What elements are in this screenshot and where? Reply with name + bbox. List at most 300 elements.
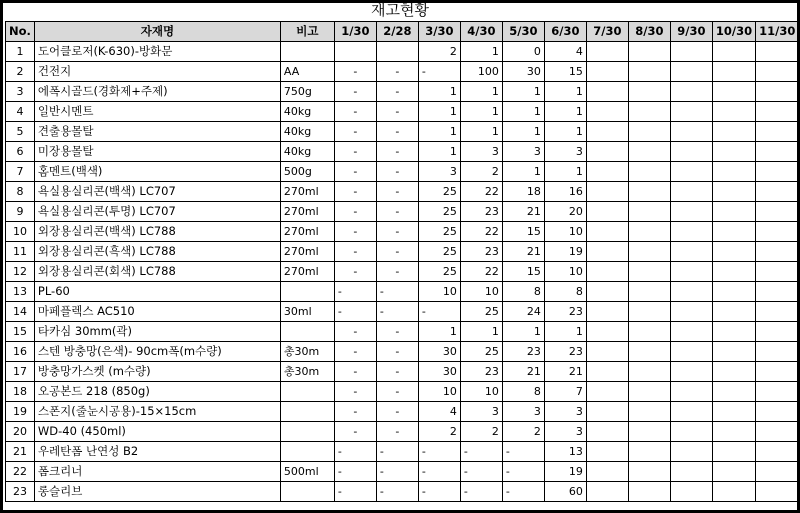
cell-empty[interactable]: [628, 222, 670, 242]
cell-no[interactable]: 8: [6, 182, 35, 202]
cell-stock[interactable]: 1: [460, 82, 502, 102]
cell-material-name[interactable]: 폼크리너: [34, 462, 280, 482]
cell-empty[interactable]: [756, 82, 799, 102]
cell-stock[interactable]: -: [376, 382, 418, 402]
cell-stock[interactable]: -: [334, 442, 376, 462]
cell-empty[interactable]: [586, 262, 628, 282]
cell-empty[interactable]: [586, 162, 628, 182]
cell-empty[interactable]: [756, 302, 799, 322]
cell-stock[interactable]: -: [376, 322, 418, 342]
cell-empty[interactable]: [670, 442, 712, 462]
cell-stock[interactable]: 1: [418, 82, 460, 102]
cell-empty[interactable]: [712, 462, 755, 482]
cell-empty[interactable]: [712, 322, 755, 342]
cell-stock[interactable]: 21: [502, 362, 544, 382]
cell-material-name[interactable]: 건전지: [34, 62, 280, 82]
header-material-name[interactable]: 자재명: [34, 22, 280, 42]
cell-empty[interactable]: [628, 322, 670, 342]
cell-stock[interactable]: -: [376, 62, 418, 82]
cell-material-name[interactable]: 견출용몰탈: [34, 122, 280, 142]
cell-stock[interactable]: 19: [544, 462, 586, 482]
cell-stock[interactable]: 1: [418, 102, 460, 122]
cell-empty[interactable]: [586, 402, 628, 422]
cell-stock[interactable]: -: [376, 442, 418, 462]
header-month[interactable]: 2/28: [376, 22, 418, 42]
cell-stock[interactable]: 25: [418, 182, 460, 202]
cell-empty[interactable]: [712, 302, 755, 322]
cell-stock[interactable]: 1: [460, 102, 502, 122]
cell-empty[interactable]: [712, 242, 755, 262]
cell-stock[interactable]: 25: [418, 202, 460, 222]
cell-empty[interactable]: [670, 42, 712, 62]
cell-stock[interactable]: 23: [502, 342, 544, 362]
cell-note[interactable]: 270ml: [280, 222, 334, 242]
cell-no[interactable]: 3: [6, 82, 35, 102]
cell-stock[interactable]: -: [334, 182, 376, 202]
cell-note[interactable]: 40kg: [280, 122, 334, 142]
cell-empty[interactable]: [756, 402, 799, 422]
cell-stock[interactable]: 10: [544, 222, 586, 242]
cell-empty[interactable]: [586, 342, 628, 362]
cell-stock[interactable]: -: [376, 482, 418, 502]
cell-stock[interactable]: 30: [418, 362, 460, 382]
cell-empty[interactable]: [670, 362, 712, 382]
cell-stock[interactable]: -: [376, 422, 418, 442]
cell-stock[interactable]: 1: [418, 142, 460, 162]
cell-note[interactable]: 총30m: [280, 342, 334, 362]
cell-empty[interactable]: [712, 362, 755, 382]
cell-note[interactable]: 270ml: [280, 182, 334, 202]
cell-empty[interactable]: [756, 62, 799, 82]
cell-empty[interactable]: [712, 182, 755, 202]
cell-empty[interactable]: [670, 302, 712, 322]
cell-stock[interactable]: 23: [544, 342, 586, 362]
cell-stock[interactable]: 1: [502, 322, 544, 342]
cell-material-name[interactable]: 홈멘트(백색): [34, 162, 280, 182]
cell-empty[interactable]: [670, 242, 712, 262]
cell-note[interactable]: [280, 482, 334, 502]
cell-stock[interactable]: 16: [544, 182, 586, 202]
cell-note[interactable]: 270ml: [280, 242, 334, 262]
cell-stock[interactable]: -: [376, 342, 418, 362]
cell-stock[interactable]: -: [418, 482, 460, 502]
cell-stock[interactable]: 13: [544, 442, 586, 462]
cell-stock[interactable]: -: [460, 462, 502, 482]
cell-no[interactable]: 1: [6, 42, 35, 62]
cell-material-name[interactable]: 우레탄폼 난연성 B2: [34, 442, 280, 462]
cell-empty[interactable]: [586, 62, 628, 82]
cell-stock[interactable]: 23: [460, 242, 502, 262]
cell-stock[interactable]: 15: [502, 262, 544, 282]
cell-no[interactable]: 22: [6, 462, 35, 482]
cell-stock[interactable]: -: [334, 362, 376, 382]
cell-empty[interactable]: [712, 422, 755, 442]
cell-stock[interactable]: -: [376, 302, 418, 322]
cell-empty[interactable]: [670, 422, 712, 442]
cell-empty[interactable]: [628, 302, 670, 322]
cell-stock[interactable]: 4: [418, 402, 460, 422]
cell-stock[interactable]: 10: [418, 382, 460, 402]
cell-empty[interactable]: [670, 282, 712, 302]
cell-no[interactable]: 9: [6, 202, 35, 222]
cell-stock[interactable]: 10: [460, 382, 502, 402]
cell-stock[interactable]: 30: [418, 342, 460, 362]
cell-stock[interactable]: 22: [460, 222, 502, 242]
cell-stock[interactable]: 2: [418, 422, 460, 442]
cell-stock[interactable]: 1: [544, 102, 586, 122]
cell-no[interactable]: 5: [6, 122, 35, 142]
cell-empty[interactable]: [756, 282, 799, 302]
cell-stock[interactable]: 1: [460, 322, 502, 342]
header-month[interactable]: 1/30: [334, 22, 376, 42]
cell-empty[interactable]: [628, 122, 670, 142]
cell-stock[interactable]: -: [418, 462, 460, 482]
cell-stock[interactable]: [334, 42, 376, 62]
cell-empty[interactable]: [670, 162, 712, 182]
cell-empty[interactable]: [628, 282, 670, 302]
cell-no[interactable]: 11: [6, 242, 35, 262]
cell-no[interactable]: 20: [6, 422, 35, 442]
cell-stock[interactable]: 24: [502, 302, 544, 322]
cell-stock[interactable]: 25: [418, 242, 460, 262]
cell-stock[interactable]: 23: [544, 302, 586, 322]
cell-no[interactable]: 2: [6, 62, 35, 82]
cell-empty[interactable]: [712, 442, 755, 462]
cell-stock[interactable]: -: [376, 122, 418, 142]
cell-empty[interactable]: [628, 242, 670, 262]
cell-empty[interactable]: [712, 262, 755, 282]
cell-empty[interactable]: [586, 362, 628, 382]
cell-stock[interactable]: 10: [544, 262, 586, 282]
cell-stock[interactable]: 22: [460, 262, 502, 282]
cell-empty[interactable]: [628, 442, 670, 462]
cell-stock[interactable]: 3: [544, 422, 586, 442]
cell-material-name[interactable]: 외장용실리콘(백색) LC788: [34, 222, 280, 242]
cell-stock[interactable]: 21: [544, 362, 586, 382]
cell-empty[interactable]: [628, 462, 670, 482]
cell-note[interactable]: AA: [280, 62, 334, 82]
cell-stock[interactable]: -: [334, 62, 376, 82]
cell-stock[interactable]: 60: [544, 482, 586, 502]
cell-stock[interactable]: 2: [418, 42, 460, 62]
cell-material-name[interactable]: 오공본드 218 (850g): [34, 382, 280, 402]
cell-empty[interactable]: [756, 202, 799, 222]
cell-stock[interactable]: -: [460, 482, 502, 502]
cell-empty[interactable]: [756, 162, 799, 182]
cell-stock[interactable]: -: [376, 402, 418, 422]
cell-empty[interactable]: [628, 162, 670, 182]
cell-stock[interactable]: -: [502, 442, 544, 462]
cell-empty[interactable]: [756, 482, 799, 502]
header-month[interactable]: 3/30: [418, 22, 460, 42]
cell-empty[interactable]: [670, 382, 712, 402]
cell-stock[interactable]: -: [418, 442, 460, 462]
cell-stock[interactable]: -: [502, 482, 544, 502]
cell-stock[interactable]: -: [376, 162, 418, 182]
cell-stock[interactable]: 19: [544, 242, 586, 262]
cell-empty[interactable]: [670, 102, 712, 122]
cell-empty[interactable]: [670, 262, 712, 282]
cell-stock[interactable]: 1: [460, 122, 502, 142]
cell-no[interactable]: 23: [6, 482, 35, 502]
cell-stock[interactable]: 2: [460, 162, 502, 182]
cell-empty[interactable]: [712, 122, 755, 142]
cell-stock[interactable]: -: [334, 242, 376, 262]
cell-empty[interactable]: [628, 62, 670, 82]
cell-empty[interactable]: [670, 222, 712, 242]
header-no[interactable]: No.: [6, 22, 35, 42]
cell-empty[interactable]: [628, 82, 670, 102]
cell-empty[interactable]: [756, 462, 799, 482]
cell-stock[interactable]: 3: [418, 162, 460, 182]
cell-empty[interactable]: [670, 182, 712, 202]
cell-note[interactable]: [280, 42, 334, 62]
header-month[interactable]: 5/30: [502, 22, 544, 42]
cell-no[interactable]: 6: [6, 142, 35, 162]
cell-stock[interactable]: 8: [544, 282, 586, 302]
cell-stock[interactable]: -: [334, 342, 376, 362]
cell-stock[interactable]: [376, 42, 418, 62]
cell-stock[interactable]: 25: [418, 222, 460, 242]
cell-empty[interactable]: [586, 182, 628, 202]
cell-empty[interactable]: [586, 282, 628, 302]
cell-stock[interactable]: 23: [460, 202, 502, 222]
cell-empty[interactable]: [756, 262, 799, 282]
cell-empty[interactable]: [628, 342, 670, 362]
cell-note[interactable]: 40kg: [280, 142, 334, 162]
cell-note[interactable]: 500g: [280, 162, 334, 182]
cell-material-name[interactable]: 에폭시골드(경화제+주제): [34, 82, 280, 102]
cell-stock[interactable]: -: [334, 482, 376, 502]
cell-stock[interactable]: -: [334, 82, 376, 102]
cell-stock[interactable]: 1: [502, 122, 544, 142]
cell-empty[interactable]: [586, 222, 628, 242]
cell-stock[interactable]: -: [418, 62, 460, 82]
cell-empty[interactable]: [586, 382, 628, 402]
cell-stock[interactable]: -: [334, 402, 376, 422]
cell-stock[interactable]: -: [334, 322, 376, 342]
cell-stock[interactable]: 21: [502, 202, 544, 222]
cell-stock[interactable]: -: [418, 302, 460, 322]
header-month[interactable]: 7/30: [586, 22, 628, 42]
cell-stock[interactable]: 1: [460, 42, 502, 62]
cell-stock[interactable]: -: [376, 242, 418, 262]
cell-empty[interactable]: [628, 102, 670, 122]
cell-empty[interactable]: [628, 202, 670, 222]
cell-empty[interactable]: [756, 382, 799, 402]
cell-stock[interactable]: 1: [502, 82, 544, 102]
cell-material-name[interactable]: 스폰지(줄눈시공용)-15×15cm: [34, 402, 280, 422]
cell-note[interactable]: 750g: [280, 82, 334, 102]
cell-empty[interactable]: [756, 142, 799, 162]
cell-stock[interactable]: 3: [460, 142, 502, 162]
cell-stock[interactable]: 25: [418, 262, 460, 282]
cell-stock[interactable]: 1: [544, 162, 586, 182]
cell-stock[interactable]: 3: [544, 402, 586, 422]
header-month[interactable]: 4/30: [460, 22, 502, 42]
cell-empty[interactable]: [712, 42, 755, 62]
cell-note[interactable]: 총30m: [280, 362, 334, 382]
cell-material-name[interactable]: 외장용실리콘(흑색) LC788: [34, 242, 280, 262]
cell-stock[interactable]: -: [376, 102, 418, 122]
cell-empty[interactable]: [712, 162, 755, 182]
cell-stock[interactable]: -: [334, 302, 376, 322]
cell-stock[interactable]: -: [376, 222, 418, 242]
cell-stock[interactable]: 10: [418, 282, 460, 302]
cell-stock[interactable]: 3: [460, 402, 502, 422]
cell-stock[interactable]: -: [334, 162, 376, 182]
cell-stock[interactable]: -: [376, 82, 418, 102]
cell-stock[interactable]: -: [376, 182, 418, 202]
cell-empty[interactable]: [712, 482, 755, 502]
cell-note[interactable]: 40kg: [280, 102, 334, 122]
cell-empty[interactable]: [628, 42, 670, 62]
cell-material-name[interactable]: 욕실용실리콘(백색) LC707: [34, 182, 280, 202]
cell-stock[interactable]: 22: [460, 182, 502, 202]
cell-material-name[interactable]: PL-60: [34, 282, 280, 302]
cell-empty[interactable]: [670, 202, 712, 222]
cell-no[interactable]: 17: [6, 362, 35, 382]
cell-stock[interactable]: 1: [544, 82, 586, 102]
cell-empty[interactable]: [586, 462, 628, 482]
cell-empty[interactable]: [712, 282, 755, 302]
cell-empty[interactable]: [586, 42, 628, 62]
cell-empty[interactable]: [628, 422, 670, 442]
cell-stock[interactable]: -: [334, 122, 376, 142]
cell-empty[interactable]: [756, 442, 799, 462]
cell-stock[interactable]: -: [334, 422, 376, 442]
cell-stock[interactable]: 1: [418, 122, 460, 142]
cell-empty[interactable]: [670, 462, 712, 482]
cell-note[interactable]: [280, 422, 334, 442]
cell-empty[interactable]: [712, 142, 755, 162]
cell-empty[interactable]: [628, 182, 670, 202]
cell-note[interactable]: 30ml: [280, 302, 334, 322]
cell-stock[interactable]: -: [376, 202, 418, 222]
cell-no[interactable]: 13: [6, 282, 35, 302]
cell-stock[interactable]: 100: [460, 62, 502, 82]
cell-material-name[interactable]: 일반시멘트: [34, 102, 280, 122]
cell-stock[interactable]: 0: [502, 42, 544, 62]
cell-empty[interactable]: [628, 362, 670, 382]
header-month[interactable]: 8/30: [628, 22, 670, 42]
cell-material-name[interactable]: 도어클로저(K-630)-방화문: [34, 42, 280, 62]
cell-empty[interactable]: [712, 402, 755, 422]
cell-note[interactable]: [280, 442, 334, 462]
cell-empty[interactable]: [756, 122, 799, 142]
cell-no[interactable]: 19: [6, 402, 35, 422]
cell-note[interactable]: [280, 282, 334, 302]
cell-stock[interactable]: 30: [502, 62, 544, 82]
cell-material-name[interactable]: 마페플렉스 AC510: [34, 302, 280, 322]
cell-no[interactable]: 21: [6, 442, 35, 462]
header-month[interactable]: 6/30: [544, 22, 586, 42]
cell-stock[interactable]: -: [376, 462, 418, 482]
cell-stock[interactable]: 3: [544, 142, 586, 162]
cell-empty[interactable]: [756, 362, 799, 382]
cell-stock[interactable]: 7: [544, 382, 586, 402]
cell-empty[interactable]: [586, 302, 628, 322]
cell-no[interactable]: 4: [6, 102, 35, 122]
header-month[interactable]: 9/30: [670, 22, 712, 42]
cell-empty[interactable]: [712, 382, 755, 402]
cell-stock[interactable]: 20: [544, 202, 586, 222]
cell-stock[interactable]: 1: [502, 102, 544, 122]
cell-no[interactable]: 18: [6, 382, 35, 402]
cell-empty[interactable]: [628, 482, 670, 502]
cell-stock[interactable]: -: [502, 462, 544, 482]
cell-material-name[interactable]: 롱슬리브: [34, 482, 280, 502]
cell-stock[interactable]: -: [376, 362, 418, 382]
cell-empty[interactable]: [756, 222, 799, 242]
cell-empty[interactable]: [586, 422, 628, 442]
cell-stock[interactable]: -: [334, 282, 376, 302]
cell-note[interactable]: 500ml: [280, 462, 334, 482]
cell-note[interactable]: [280, 382, 334, 402]
cell-stock[interactable]: 8: [502, 382, 544, 402]
cell-stock[interactable]: 4: [544, 42, 586, 62]
cell-empty[interactable]: [586, 102, 628, 122]
cell-empty[interactable]: [670, 122, 712, 142]
cell-stock[interactable]: 15: [502, 222, 544, 242]
cell-empty[interactable]: [670, 142, 712, 162]
cell-note[interactable]: [280, 322, 334, 342]
cell-empty[interactable]: [712, 222, 755, 242]
cell-stock[interactable]: 23: [460, 362, 502, 382]
cell-no[interactable]: 15: [6, 322, 35, 342]
cell-stock[interactable]: -: [334, 382, 376, 402]
cell-empty[interactable]: [670, 342, 712, 362]
header-month[interactable]: 11/30: [756, 22, 799, 42]
cell-no[interactable]: 7: [6, 162, 35, 182]
cell-empty[interactable]: [586, 142, 628, 162]
cell-empty[interactable]: [670, 62, 712, 82]
cell-stock[interactable]: 1: [418, 322, 460, 342]
cell-stock[interactable]: 2: [502, 422, 544, 442]
cell-stock[interactable]: 25: [460, 302, 502, 322]
cell-empty[interactable]: [756, 322, 799, 342]
cell-material-name[interactable]: 방충망가스켓 (m수량): [34, 362, 280, 382]
cell-empty[interactable]: [756, 102, 799, 122]
cell-empty[interactable]: [586, 322, 628, 342]
cell-note[interactable]: 270ml: [280, 202, 334, 222]
cell-empty[interactable]: [756, 422, 799, 442]
cell-empty[interactable]: [670, 322, 712, 342]
cell-stock[interactable]: 2: [460, 422, 502, 442]
cell-stock[interactable]: 21: [502, 242, 544, 262]
cell-material-name[interactable]: 외장용실리콘(회색) LC788: [34, 262, 280, 282]
cell-empty[interactable]: [670, 402, 712, 422]
cell-stock[interactable]: 25: [460, 342, 502, 362]
cell-stock[interactable]: 1: [544, 122, 586, 142]
cell-material-name[interactable]: 타카심 30mm(곽): [34, 322, 280, 342]
cell-stock[interactable]: 3: [502, 142, 544, 162]
cell-empty[interactable]: [586, 122, 628, 142]
cell-empty[interactable]: [670, 82, 712, 102]
cell-empty[interactable]: [712, 62, 755, 82]
cell-stock[interactable]: -: [334, 142, 376, 162]
cell-empty[interactable]: [712, 342, 755, 362]
cell-empty[interactable]: [712, 82, 755, 102]
cell-no[interactable]: 16: [6, 342, 35, 362]
cell-stock[interactable]: 10: [460, 282, 502, 302]
cell-note[interactable]: 270ml: [280, 262, 334, 282]
cell-empty[interactable]: [756, 242, 799, 262]
cell-empty[interactable]: [670, 482, 712, 502]
cell-note[interactable]: [280, 402, 334, 422]
cell-empty[interactable]: [586, 202, 628, 222]
header-note[interactable]: 비고: [280, 22, 334, 42]
